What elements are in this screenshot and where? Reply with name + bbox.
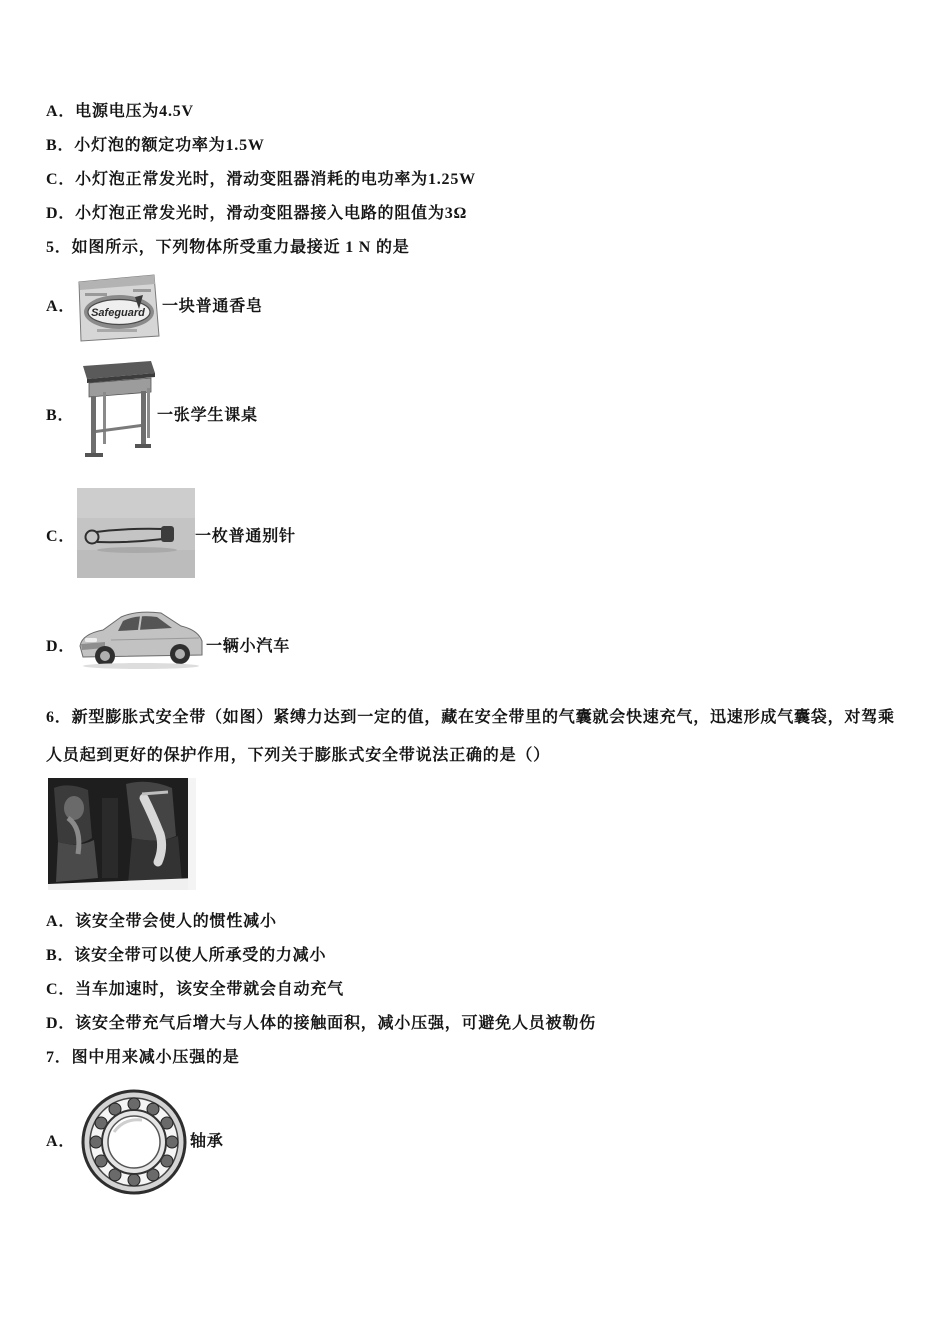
desk-image — [75, 358, 157, 462]
q5-stem: 5．如图所示，下列物体所受重力最接近 1 N 的是 — [46, 239, 410, 256]
q4-option-d — [46, 204, 467, 224]
option-text: 该安全带充气后增大与人体的接触面积，减小压强，可避免人员被勒伤 — [75, 1015, 596, 1032]
q5-option-d-label: D． — [46, 638, 76, 655]
q6-stem-line-2: 人员起到更好的保护作用，下列关于膨胀式安全带说法正确的是（） — [46, 747, 551, 764]
bearing-image — [78, 1088, 190, 1196]
option-text: 电源电压为4.5V — [75, 103, 194, 120]
option-text: 当车加速时，该安全带就会自动充气 — [75, 981, 344, 998]
option-label: D． — [46, 1015, 76, 1032]
soap-logo-text: Safeguard — [91, 307, 145, 319]
option-text: 小灯泡正常发光时，滑动变阻器消耗的电功率为1.25W — [75, 171, 476, 188]
car-image — [75, 600, 205, 672]
option-label: A． — [46, 913, 76, 930]
q7-stem: 7．图中用来减小压强的是 — [46, 1049, 240, 1066]
q4-option-b — [46, 136, 265, 156]
safety-pin-image — [77, 488, 195, 578]
option-label: B． — [46, 137, 75, 154]
q6-stem-line-1: 6．新型膨胀式安全带（如图）紧缚力达到一定的值，藏在安全带里的气囊就会快速充气，迅速形成气囊袋，对驾乘 — [46, 709, 895, 726]
q4-option-c — [46, 170, 476, 190]
q5-option-a-text: 一块普通香皂 — [162, 298, 263, 315]
option-text: 该安全带可以使人所承受的力减小 — [74, 947, 327, 964]
q7-option-a-label: A． — [46, 1133, 76, 1150]
q6-option-d — [46, 1014, 596, 1034]
q6-option-c — [46, 980, 344, 1000]
option-label: A． — [46, 103, 76, 120]
q5-option-c-text: 一枚普通别针 — [195, 528, 296, 545]
option-label: C． — [46, 171, 76, 188]
option-text: 小灯泡正常发光时，滑动变阻器接入电路的阻值为3Ω — [75, 205, 468, 222]
q6-option-b — [46, 946, 326, 966]
q5-option-a-label: A． — [46, 298, 76, 315]
q5-option-b-text: 一张学生课桌 — [157, 407, 258, 424]
q7-option-a-text: 轴承 — [190, 1133, 224, 1150]
option-label: D． — [46, 205, 76, 222]
soap-image — [75, 273, 161, 343]
q5-option-b-label: B． — [46, 407, 75, 424]
inflatable-seatbelt-photo — [48, 778, 196, 890]
option-label: B． — [46, 947, 75, 964]
q4-option-a — [46, 102, 194, 122]
q5-option-d-text: 一辆小汽车 — [206, 638, 291, 655]
option-text: 小灯泡的额定功率为1.5W — [74, 137, 265, 154]
q5-option-c-label: C． — [46, 528, 76, 545]
option-label: C． — [46, 981, 76, 998]
q6-option-a — [46, 912, 277, 932]
option-text: 该安全带会使人的惯性减小 — [75, 913, 277, 930]
